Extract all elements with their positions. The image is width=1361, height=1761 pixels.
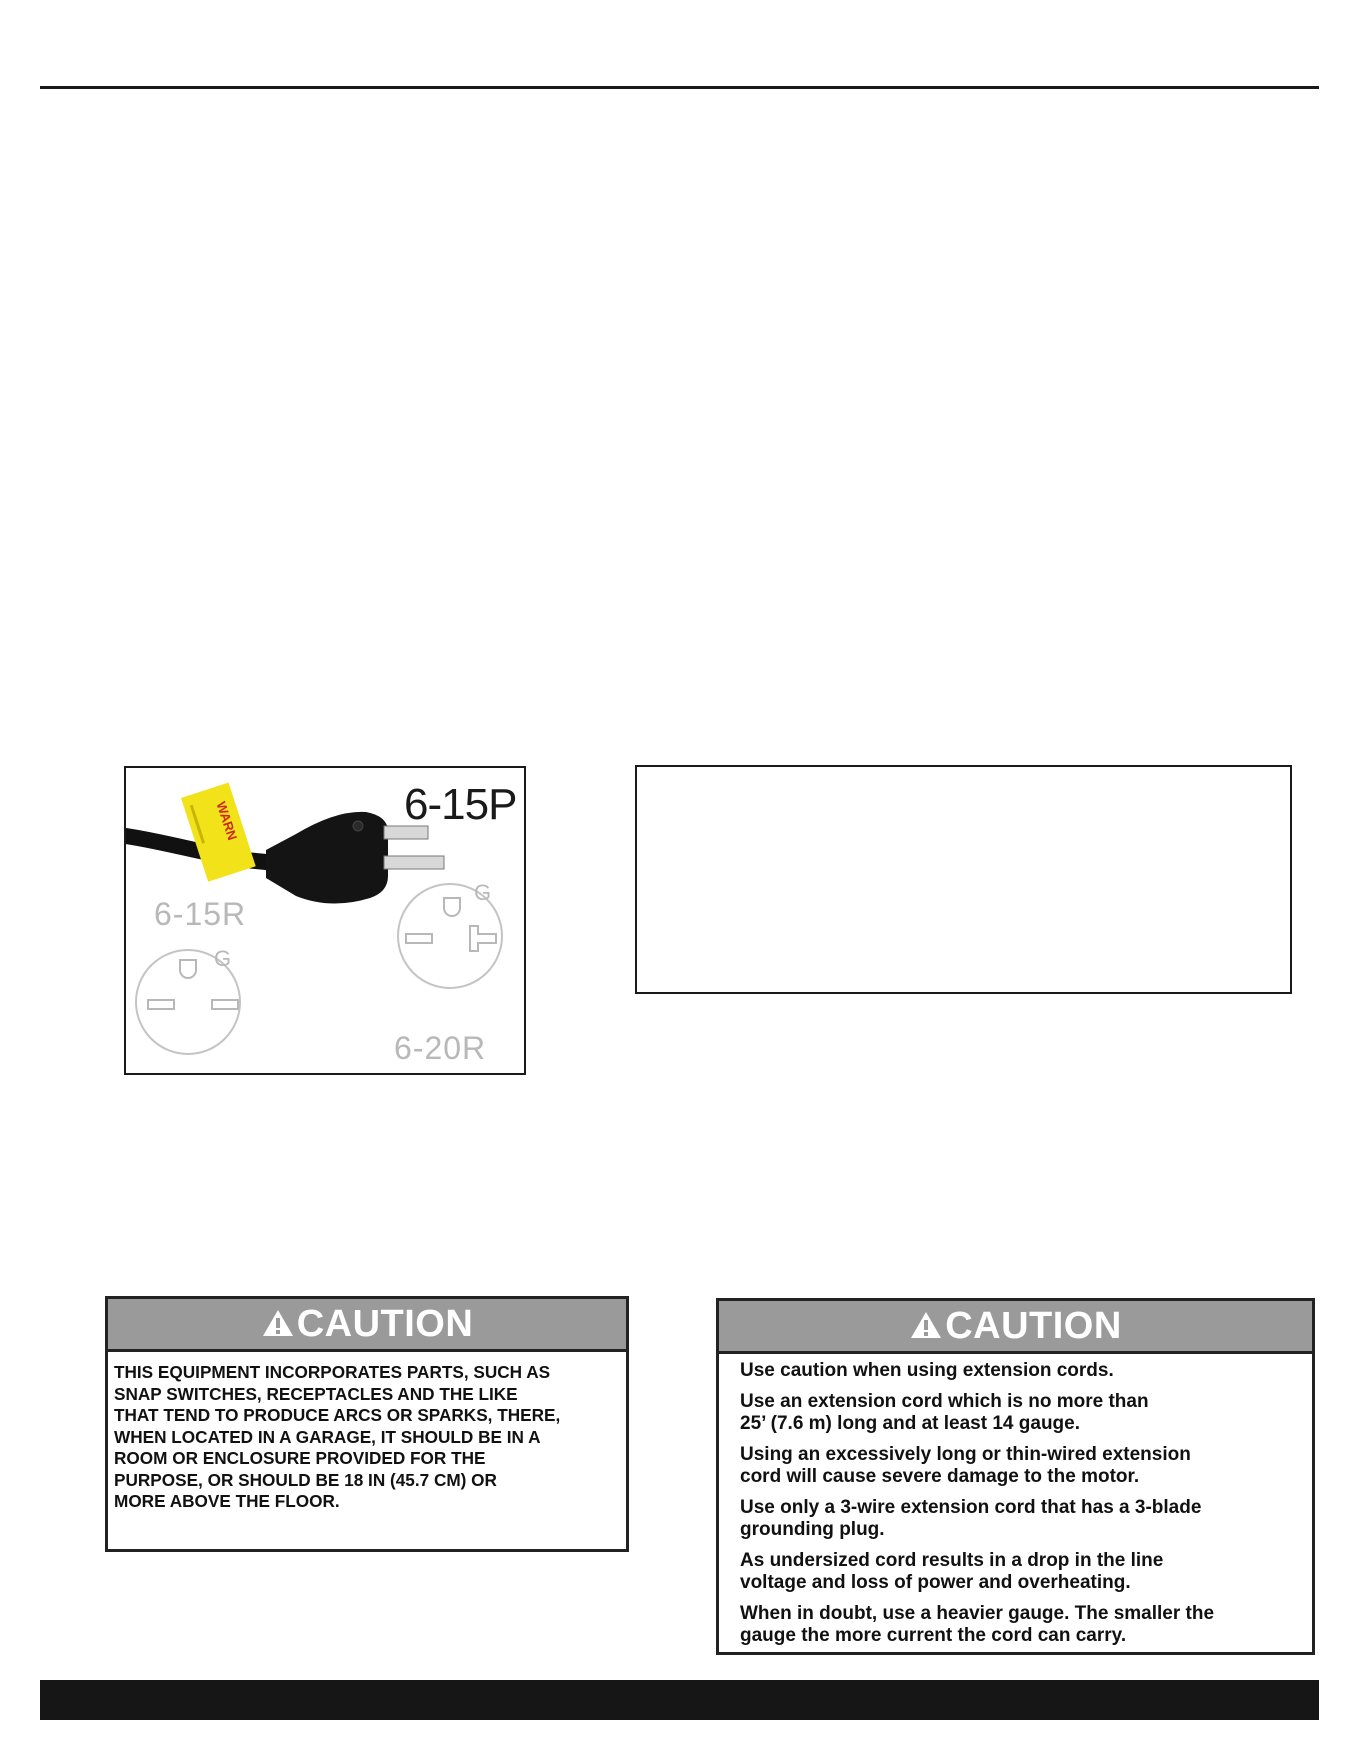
caution-line: Using an excessively long or thin-wired extension bbox=[740, 1444, 1191, 1465]
plug-label: 6-15P bbox=[404, 780, 517, 829]
warning-triangle-icon bbox=[261, 1308, 295, 1338]
caution-body bbox=[108, 1352, 626, 1513]
caution-line: Use an extension cord which is no more than bbox=[740, 1391, 1149, 1412]
receptacle-20-label: 6-20R bbox=[394, 1030, 487, 1066]
caution-line: voltage and loss of power and overheating. bbox=[740, 1572, 1131, 1593]
caution-line: When in doubt, use a heavier gauge. The smaller the bbox=[740, 1603, 1215, 1624]
caution-paragraph bbox=[740, 1603, 1298, 1647]
caution-header bbox=[719, 1301, 1312, 1354]
blank-framed-box bbox=[635, 765, 1292, 994]
caution-panel-sparks bbox=[105, 1296, 629, 1552]
ground-label-15: G bbox=[214, 946, 232, 971]
caution-header bbox=[108, 1299, 626, 1352]
caution-title: CAUTION bbox=[296, 1302, 474, 1345]
caution-line: As undersized cord results in a drop in the line bbox=[740, 1550, 1164, 1571]
caution-line: SNAP SWITCHES, RECEPTACLES AND THE LIKE bbox=[114, 1383, 518, 1404]
caution-panel-extension-cords bbox=[716, 1298, 1315, 1655]
caution-title: CAUTION bbox=[945, 1304, 1122, 1347]
ground-label-20: G bbox=[474, 880, 492, 905]
warning-triangle-icon bbox=[909, 1310, 943, 1340]
footer-bar bbox=[40, 1680, 1319, 1720]
caution-paragraph bbox=[740, 1497, 1298, 1541]
caution-paragraph bbox=[740, 1444, 1298, 1488]
caution-paragraph bbox=[740, 1391, 1298, 1435]
caution-line: ROOM OR ENCLOSURE PROVIDED FOR THE bbox=[114, 1448, 486, 1468]
caution-line: Use caution when using extension cords. bbox=[740, 1360, 1114, 1381]
plug-receptacle-figure bbox=[124, 766, 526, 1075]
caution-line: PURPOSE, OR SHOULD BE 18 IN (45.7 CM) OR bbox=[114, 1469, 497, 1490]
caution-line: 25’ (7.6 m) long and at least 14 gauge. bbox=[740, 1413, 1080, 1434]
caution-line: THIS EQUIPMENT INCORPORATES PARTS, SUCH AS bbox=[114, 1362, 551, 1382]
caution-line: WHEN LOCATED IN A GARAGE, IT SHOULD BE IN A bbox=[114, 1426, 541, 1447]
caution-paragraph bbox=[740, 1360, 1298, 1382]
caution-line: cord will cause severe damage to the motor. bbox=[740, 1466, 1140, 1487]
header-rule bbox=[40, 86, 1319, 89]
receptacle-15-label: 6-15R bbox=[154, 896, 247, 932]
caution-body bbox=[719, 1354, 1312, 1647]
caution-line: Use only a 3-wire extension cord that has a 3-blade bbox=[740, 1497, 1202, 1518]
caution-line: grounding plug. bbox=[740, 1519, 885, 1540]
tag-warning-text: WARN bbox=[213, 799, 241, 843]
caution-line: gauge the more current the cord can carry. bbox=[740, 1625, 1127, 1646]
caution-paragraph bbox=[740, 1550, 1298, 1594]
caution-line: MORE ABOVE THE FLOOR. bbox=[114, 1491, 340, 1511]
caution-line: THAT TEND TO PRODUCE ARCS OR SPARKS, THERE, bbox=[114, 1405, 561, 1425]
